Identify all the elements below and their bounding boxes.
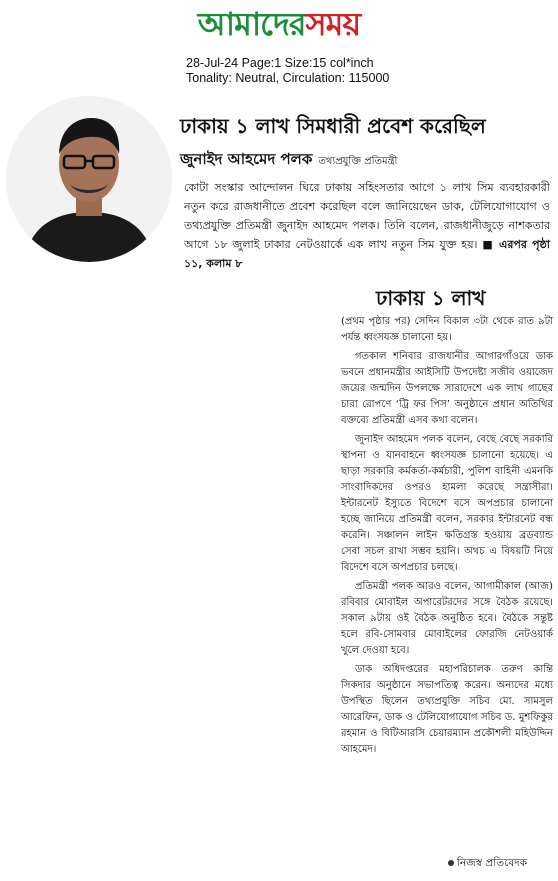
byline-name: জুনাইদ আহমেদ পলক [180,150,313,168]
article-body [341,314,553,761]
body-paragraph: প্রতিমন্ত্রী পলক আরও বলেন, আগামীকাল (আজ) রবিবার মোবাইল অপারেটরদের সঙ্গে বৈঠক রয়েছে। সকাল ৯টায় ওই বৈঠক অনুষ্ঠিত হবে। বৈঠকে সন্তুষ্ট হলে রবি-সোমবার মোবাইলের ফোরজি নেটওয়ার্ক খুলে দেওয়া হবে। [341,581,553,656]
source-credit [448,856,527,873]
masthead [0,0,558,50]
continuation-headline: ঢাকায় ১ লাখ [376,286,486,310]
jump-marker-icon: ■ [482,238,495,251]
meta-line-date-page: 28-Jul-24 Page:1 Size:15 col*inch [186,56,374,70]
headline: ঢাকায় ১ লাখ সিমধারী প্রবেশ করেছিল [180,114,486,138]
body-paragraph: ডাক অধিদপ্তরের মহাপরিচালক তরুণ কান্তি সিকদার অনুষ্ঠানে সভাপতিত্ব করেন। অন্যদের মধ্যে উপস্থিত ছিলেন তথ্যপ্রযুক্তি সচিব মো. সামসুল আরেফিন, ডাক ও টেলিযোগাযোগ সচিব ড. মুশফিকুর রহমান ও বিটিআরসি চেয়ারম্যান প্রকৌশলী মহিউদ্দিন আহমেদ। [341,664,553,755]
source-text: নিজস্ব প্রতিবেদক [457,857,528,869]
body-paragraph: (প্রথম পৃষ্ঠার পর) সেদিন বিকাল ৩টা থেকে রাত ৯টা পর্যন্ত ধ্বংসযজ্ঞ চালানো হয়। [341,316,553,343]
body-paragraph: গতকাল শনিবার রাজধানীর আগারগাঁওয়ে ডাক ভবনে প্রধানমন্ত্রীর আইসিটি উপদেষ্টা সজীব ওয়াজেদ জয়ের জন্মদিন উপলক্ষে সারাদেশে এক লাখ গাছের চারা রোপণে ‘ট্রি ফর পিস’ অনুষ্ঠানে প্রধান অতিথির বক্তব্যে প্রতিমন্ত্রী এসব কথা বলেন। [341,351,553,426]
jump-line: এরপর পৃষ্ঠা ১১, কলাম ৮ [184,238,550,270]
meta-line-tonality: Tonality: Neutral, Circulation: 115000 [186,71,390,85]
body-paragraph: জুনাইদ আহমেদ পলক বলেন, বেছে বেছে সরকারি স্থাপনা ও যানবাহনে ধ্বংসযজ্ঞ চালানো হয়েছে। এ ছাড়া সরকারি কর্মকর্তা-কর্মচারী, পুলিশ বাহিনী এমনকি সাংবাদিকদের ওপরও হামলা করেছে সন্ত্রাসীরা। ইন্টারনেট ইস্যুতে বিদেশে বসে অপপ্রচার চালানো হচ্ছে জানিয়ে প্রতিমন্ত্রী বলেন, সরকার ইন্টারনেট বন্ধ করেনি। সঞ্চালন লাইন ক্ষতিগ্রস্ত হওয়ায় ব্রডব্যান্ড সেবা সচল রাখা সম্ভব হয়নি। অথচ এ বিষয়টি নিয়ে বিদেশে বসে অপপ্রচার চলছে। [341,434,553,573]
lead-paragraph [184,178,550,273]
person-portrait-icon [6,96,172,262]
clipping-meta [186,56,389,86]
bullet-icon [448,860,454,866]
byline-title: তথ্যপ্রযুক্তি প্রতিমন্ত্রী [318,156,398,167]
lead-text: কোটা সংস্কার আন্দোলন ঘিরে ঢাকায় সহিংসতার আগে ১ লাখ সিম ব্যবহারকারী নতুন করে রাজধানীতে প্রবেশ করেছিল বলে জানিয়েছেন ডাক, টেলিযোগাযোগ ও তথ্যপ্রযুক্তি প্রতিমন্ত্রী জুনাইদ আহমেদ পলক। তিনি বলেন, রাজধানীজুড়ে নাশকতার আগে ১৮ জুলাই ঢাকার নেটওয়ার্কে এক লাখ নতুন সিম যুক্ত হয়। [184,181,550,251]
logo-part-2: সময় [305,5,361,43]
author-photo [6,96,172,262]
byline [180,148,397,173]
newspaper-logo [198,2,360,46]
logo-part-1: আমাদের [197,5,306,43]
